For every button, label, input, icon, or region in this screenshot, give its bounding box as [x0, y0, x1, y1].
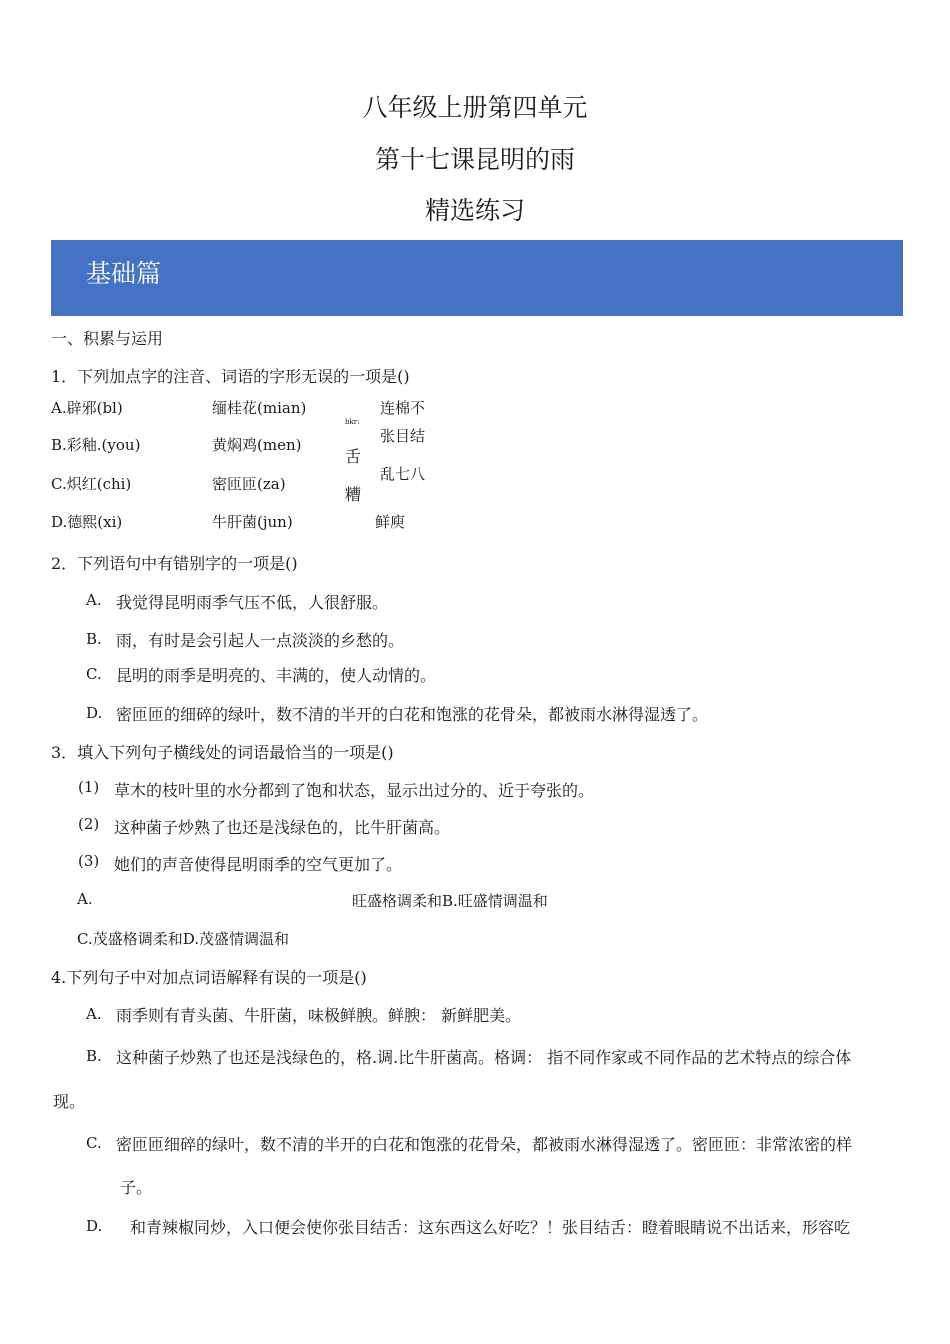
q3-item-3-number: (3) — [78, 852, 100, 870]
q4-option-c-text: 密匝匝细碎的绿叶，数不清的半开的白花和饱涨的花骨朵，都被雨水淋得湿透了。密匝匝：非常浓密的样 — [116, 1135, 853, 1154]
q2-option-c-text: 昆明的雨季是明亮的、丰满的，使人动情的。 — [116, 666, 437, 685]
q3-item-1-text: 草木的枝叶里的水分都到了饱和状态，显示出过分的、近于夸张的。 — [114, 781, 595, 800]
q2-option-b-text: 雨，有时是会引起人一点淡淡的乡愁的。 — [116, 631, 405, 650]
q1-option-a-word3: 连棉不 — [380, 399, 426, 417]
q2-option-c-letter: C. — [86, 665, 102, 683]
question-3-stem: 3．填入下列句子横线处的词语最恰当的一项是() — [51, 743, 394, 762]
document-title-practice: 精选练习 — [424, 196, 525, 225]
document-title-lesson: 第十七课昆明的雨 — [374, 145, 575, 174]
q4-option-d-letter: D. — [86, 1217, 103, 1235]
q1-option-b: B.彩釉.(you) — [51, 436, 141, 454]
q3-item-2-text: 这种菌子炒熟了也还是浅绿色的，比牛肝菌高。 — [114, 818, 451, 837]
q1-option-d-word3: 鲜庾 — [375, 513, 406, 531]
section-heading: 一、积累与运用 — [51, 329, 164, 348]
q1-option-a: A.辟邪(bl) — [51, 399, 123, 417]
q3-options-c-d: C.茂盛格调柔和D.茂盛情调温和 — [77, 930, 289, 948]
q3-option-a-letter: A. — [77, 890, 93, 908]
q3-item-1-number: (1) — [78, 778, 100, 796]
question-2-stem: 2．下列语句中有错别字的一项是() — [51, 554, 298, 573]
q3-item-2-number: (2) — [78, 815, 100, 833]
q1-side-char-zao: 糟 — [345, 485, 362, 504]
q1-option-b-word2: 黄焖鸡(men) — [212, 436, 302, 454]
q4-option-b-continuation: 现。 — [53, 1092, 86, 1111]
q1-option-c: C.炽红(chi) — [51, 475, 132, 493]
q3-options-a-b: 旺盛格调柔和B.旺盛情调温和 — [352, 892, 548, 910]
section-banner-label: 基础篇 — [86, 259, 162, 288]
section-banner — [51, 240, 903, 316]
q1-option-d: D.德熙(xi) — [51, 513, 123, 531]
q1-side-char-she: 舌 — [345, 447, 362, 466]
q4-option-a-text: 雨季则有青头菌、牛肝菌，味极鲜腴。鲜腴： 新鲜肥美。 — [116, 1006, 522, 1025]
q1-option-a-word2: 缅桂花(mian) — [212, 399, 307, 417]
q4-option-b-text: 这种菌子炒熟了也还是浅绿色的，格.调.比牛肝菌高。格调： 指不同作家或不同作品的艺术特点的综合体 — [116, 1048, 852, 1067]
q2-option-d-text: 密匝匝的细碎的绿叶，数不清的半开的白花和饱涨的花骨朵，都被雨水淋得湿透了。 — [116, 705, 709, 724]
q1-option-d-word2: 牛肝菌(jun) — [212, 513, 293, 531]
q2-option-b-letter: B. — [86, 630, 102, 648]
q1-option-b-word3: 张目结 — [380, 427, 426, 445]
question-4-stem: 4.下列句子中对加点词语解释有误的一项是() — [51, 968, 367, 987]
q1-option-c-word2: 密匝匝(za) — [212, 475, 286, 493]
q4-option-b-letter: B. — [86, 1047, 102, 1065]
q4-option-c-continuation: 子。 — [120, 1178, 153, 1197]
q4-option-a-letter: A. — [86, 1005, 102, 1023]
q2-option-a-text: 我觉得昆明雨季气压不低，人很舒服。 — [116, 593, 389, 612]
q1-side-note: bkr: — [345, 418, 360, 426]
q4-option-d-text: 和青辣椒同炒，入口便会使你张目结舌：这东西这么好吃？！张目结舌：瞪着眼睛说不出话来，形容吃 — [130, 1218, 851, 1237]
q4-option-c-letter: C. — [86, 1134, 102, 1152]
q1-option-c-word3: 乱七八 — [380, 465, 426, 483]
q2-option-d-letter: D. — [86, 704, 103, 722]
q3-item-3-text: 她们的声音使得昆明雨季的空气更加了。 — [114, 855, 403, 874]
question-1-stem: 1．下列加点字的注音、词语的字形无误的一项是() — [51, 367, 410, 386]
q2-option-a-letter: A. — [86, 591, 102, 609]
document-title-grade: 八年级上册第四单元 — [362, 93, 588, 122]
